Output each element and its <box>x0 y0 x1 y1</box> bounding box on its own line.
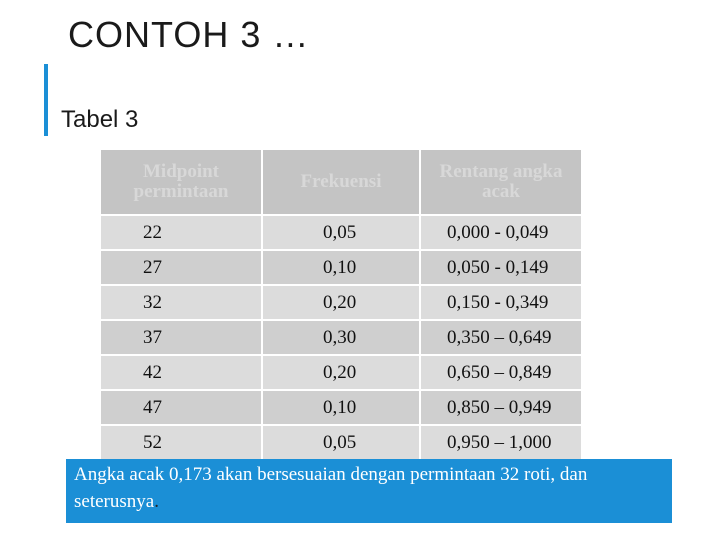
explanation-text: Angka acak 0,173 akan bersesuaian dengan permintaan 32 roti, dan seterusnya <box>74 464 588 512</box>
cell-midpoint: 47 <box>101 389 261 424</box>
random-number-table <box>101 150 581 459</box>
cell-range: 0,150 - 0,349 <box>419 284 581 319</box>
header-midpoint: Midpoint permintaan <box>101 150 261 214</box>
table-row <box>101 284 581 319</box>
cell-frequency: 0,20 <box>261 284 419 319</box>
cell-frequency: 0,05 <box>261 424 419 459</box>
cell-midpoint: 22 <box>101 214 261 249</box>
cell-range: 0,850 – 0,949 <box>419 389 581 424</box>
cell-midpoint: 32 <box>101 284 261 319</box>
cell-midpoint: 37 <box>101 319 261 354</box>
cell-frequency: 0,20 <box>261 354 419 389</box>
cell-frequency: 0,30 <box>261 319 419 354</box>
table-row <box>101 354 581 389</box>
cell-midpoint: 42 <box>101 354 261 389</box>
cell-range: 0,050 - 0,149 <box>419 249 581 284</box>
table-header-row <box>101 150 581 214</box>
header-frequency: Frekuensi <box>261 150 419 214</box>
table-row <box>101 389 581 424</box>
table-row <box>101 424 581 459</box>
cell-midpoint: 27 <box>101 249 261 284</box>
cell-range: 0,650 – 0,849 <box>419 354 581 389</box>
table-caption: Tabel 3 <box>61 106 139 133</box>
cell-midpoint: 52 <box>101 424 261 459</box>
cell-frequency: 0,10 <box>261 389 419 424</box>
header-random-range: Rentang angka acak <box>419 150 581 214</box>
slide-title: CONTOH 3 … <box>68 14 310 55</box>
cell-frequency: 0,05 <box>261 214 419 249</box>
cell-range: 0,350 – 0,649 <box>419 319 581 354</box>
table-row <box>101 214 581 249</box>
cell-range: 0,000 - 0,049 <box>419 214 581 249</box>
table-row <box>101 249 581 284</box>
table-row <box>101 319 581 354</box>
explanation-callout <box>66 459 672 523</box>
cell-range: 0,950 – 1,000 <box>419 424 581 459</box>
accent-bar <box>44 64 48 136</box>
explanation-period: . <box>154 491 159 512</box>
cell-frequency: 0,10 <box>261 249 419 284</box>
data-table-container <box>101 150 581 459</box>
